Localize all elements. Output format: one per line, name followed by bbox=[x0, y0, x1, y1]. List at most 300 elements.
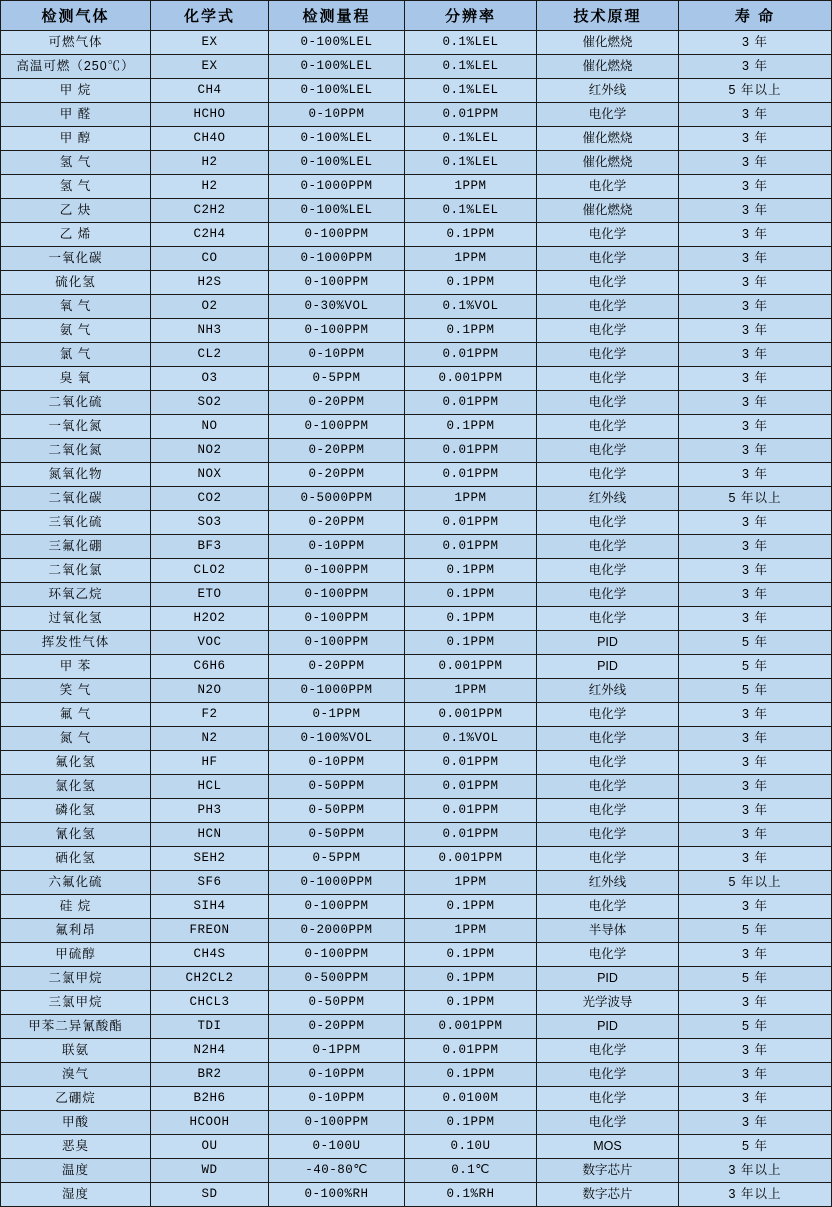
cell-principle: 电化学 bbox=[537, 1111, 679, 1135]
cell-formula: HCL bbox=[151, 775, 269, 799]
cell-range: 0-100U bbox=[269, 1135, 405, 1159]
cell-range: 0-10PPM bbox=[269, 535, 405, 559]
cell-lifetime: 5 年 bbox=[679, 919, 832, 943]
cell-gas-name: 联氨 bbox=[1, 1039, 151, 1063]
cell-range: 0-20PPM bbox=[269, 655, 405, 679]
table-row bbox=[1, 751, 832, 775]
cell-formula: NOX bbox=[151, 463, 269, 487]
cell-formula: EX bbox=[151, 55, 269, 79]
cell-resolution: 0.1PPM bbox=[405, 895, 537, 919]
cell-formula: C2H2 bbox=[151, 199, 269, 223]
table-row bbox=[1, 175, 832, 199]
table-row bbox=[1, 1063, 832, 1087]
table-row bbox=[1, 799, 832, 823]
cell-lifetime: 3 年 bbox=[679, 943, 832, 967]
cell-range: 0-100PPM bbox=[269, 319, 405, 343]
cell-range: 0-5000PPM bbox=[269, 487, 405, 511]
cell-formula: HCOOH bbox=[151, 1111, 269, 1135]
cell-resolution: 0.1%LEL bbox=[405, 31, 537, 55]
cell-range: 0-10PPM bbox=[269, 1087, 405, 1111]
cell-principle: 电化学 bbox=[537, 559, 679, 583]
table-row bbox=[1, 847, 832, 871]
column-header-lifetime: 寿 命 bbox=[679, 1, 832, 31]
table-row bbox=[1, 1039, 832, 1063]
table-row bbox=[1, 919, 832, 943]
cell-principle: PID bbox=[537, 631, 679, 655]
cell-formula: H2O2 bbox=[151, 607, 269, 631]
cell-resolution: 0.1%LEL bbox=[405, 127, 537, 151]
table-header-row bbox=[1, 1, 832, 31]
cell-gas-name: 过氧化氢 bbox=[1, 607, 151, 631]
cell-formula: CHCL3 bbox=[151, 991, 269, 1015]
cell-principle: 催化燃烧 bbox=[537, 127, 679, 151]
cell-resolution: 0.1%RH bbox=[405, 1183, 537, 1207]
cell-lifetime: 3 年 bbox=[679, 535, 832, 559]
cell-principle: 电化学 bbox=[537, 943, 679, 967]
table-row bbox=[1, 727, 832, 751]
cell-gas-name: 二氧化碳 bbox=[1, 487, 151, 511]
table-row bbox=[1, 415, 832, 439]
cell-principle: PID bbox=[537, 1015, 679, 1039]
cell-range: 0-20PPM bbox=[269, 463, 405, 487]
cell-lifetime: 3 年 bbox=[679, 103, 832, 127]
cell-range: 0-10PPM bbox=[269, 1063, 405, 1087]
cell-gas-name: 臭 氧 bbox=[1, 367, 151, 391]
cell-gas-name: 一氧化氮 bbox=[1, 415, 151, 439]
cell-resolution: 0.1PPM bbox=[405, 991, 537, 1015]
cell-resolution: 0.1%LEL bbox=[405, 55, 537, 79]
cell-resolution: 0.01PPM bbox=[405, 1039, 537, 1063]
cell-resolution: 0.1PPM bbox=[405, 583, 537, 607]
cell-range: 0-100PPM bbox=[269, 631, 405, 655]
cell-gas-name: 氧 气 bbox=[1, 295, 151, 319]
cell-range: 0-100%LEL bbox=[269, 199, 405, 223]
table-row bbox=[1, 343, 832, 367]
cell-resolution: 0.01PPM bbox=[405, 535, 537, 559]
cell-resolution: 0.001PPM bbox=[405, 703, 537, 727]
table-row bbox=[1, 127, 832, 151]
cell-gas-name: 二氯甲烷 bbox=[1, 967, 151, 991]
cell-formula: SD bbox=[151, 1183, 269, 1207]
column-header-range: 检测量程 bbox=[269, 1, 405, 31]
cell-formula: SEH2 bbox=[151, 847, 269, 871]
cell-range: 0-50PPM bbox=[269, 991, 405, 1015]
cell-gas-name: 硫化氢 bbox=[1, 271, 151, 295]
cell-formula: SF6 bbox=[151, 871, 269, 895]
table-row bbox=[1, 1159, 832, 1183]
table-row bbox=[1, 775, 832, 799]
cell-formula: C2H4 bbox=[151, 223, 269, 247]
cell-gas-name: 二氧化氮 bbox=[1, 439, 151, 463]
cell-resolution: 0.1PPM bbox=[405, 1063, 537, 1087]
cell-lifetime: 3 年 bbox=[679, 1039, 832, 1063]
cell-formula: H2 bbox=[151, 151, 269, 175]
table-row bbox=[1, 991, 832, 1015]
cell-lifetime: 3 年 bbox=[679, 1111, 832, 1135]
cell-lifetime: 3 年 bbox=[679, 727, 832, 751]
cell-range: 0-100PPM bbox=[269, 415, 405, 439]
table-row bbox=[1, 1111, 832, 1135]
cell-gas-name: 甲 苯 bbox=[1, 655, 151, 679]
cell-resolution: 0.1%LEL bbox=[405, 199, 537, 223]
cell-gas-name: 一氧化碳 bbox=[1, 247, 151, 271]
cell-gas-name: 氮 气 bbox=[1, 727, 151, 751]
table-row bbox=[1, 559, 832, 583]
cell-lifetime: 3 年 bbox=[679, 319, 832, 343]
cell-gas-name: 可燃气体 bbox=[1, 31, 151, 55]
cell-gas-name: 乙硼烷 bbox=[1, 1087, 151, 1111]
cell-lifetime: 3 年 bbox=[679, 799, 832, 823]
cell-lifetime: 3 年 bbox=[679, 607, 832, 631]
cell-resolution: 0.01PPM bbox=[405, 391, 537, 415]
cell-formula: NO2 bbox=[151, 439, 269, 463]
table-row bbox=[1, 55, 832, 79]
cell-principle: 催化燃烧 bbox=[537, 199, 679, 223]
cell-principle: 电化学 bbox=[537, 271, 679, 295]
cell-principle: 数字芯片 bbox=[537, 1183, 679, 1207]
cell-range: 0-2000PPM bbox=[269, 919, 405, 943]
cell-principle: 电化学 bbox=[537, 367, 679, 391]
cell-lifetime: 3 年 bbox=[679, 271, 832, 295]
cell-lifetime: 3 年 bbox=[679, 847, 832, 871]
cell-range: 0-100%LEL bbox=[269, 55, 405, 79]
cell-gas-name: 氯化氢 bbox=[1, 775, 151, 799]
column-header-gas-name: 检测气体 bbox=[1, 1, 151, 31]
table-row bbox=[1, 607, 832, 631]
table-row bbox=[1, 439, 832, 463]
cell-gas-name: 温度 bbox=[1, 1159, 151, 1183]
table-header bbox=[1, 1, 832, 31]
cell-formula: CO bbox=[151, 247, 269, 271]
table-row bbox=[1, 895, 832, 919]
cell-formula: HF bbox=[151, 751, 269, 775]
cell-formula: N2O bbox=[151, 679, 269, 703]
cell-principle: 电化学 bbox=[537, 223, 679, 247]
cell-principle: PID bbox=[537, 967, 679, 991]
cell-formula: OU bbox=[151, 1135, 269, 1159]
cell-range: 0-100PPM bbox=[269, 943, 405, 967]
table-row bbox=[1, 295, 832, 319]
table-row bbox=[1, 31, 832, 55]
table-row bbox=[1, 823, 832, 847]
cell-principle: 光学波导 bbox=[537, 991, 679, 1015]
cell-principle: 催化燃烧 bbox=[537, 55, 679, 79]
cell-principle: 电化学 bbox=[537, 319, 679, 343]
cell-lifetime: 3 年 bbox=[679, 463, 832, 487]
cell-range: 0-100%VOL bbox=[269, 727, 405, 751]
cell-range: 0-20PPM bbox=[269, 1015, 405, 1039]
column-header-formula: 化学式 bbox=[151, 1, 269, 31]
cell-range: 0-100%LEL bbox=[269, 79, 405, 103]
cell-principle: 催化燃烧 bbox=[537, 31, 679, 55]
cell-gas-name: 氢 气 bbox=[1, 175, 151, 199]
cell-gas-name: 氯 气 bbox=[1, 343, 151, 367]
cell-lifetime: 3 年以上 bbox=[679, 1159, 832, 1183]
cell-lifetime: 3 年 bbox=[679, 247, 832, 271]
cell-formula: ETO bbox=[151, 583, 269, 607]
cell-range: 0-20PPM bbox=[269, 439, 405, 463]
cell-gas-name: 氟化氢 bbox=[1, 751, 151, 775]
cell-range: 0-20PPM bbox=[269, 391, 405, 415]
cell-formula: CH4S bbox=[151, 943, 269, 967]
cell-gas-name: 三氯甲烷 bbox=[1, 991, 151, 1015]
cell-resolution: 1PPM bbox=[405, 487, 537, 511]
cell-gas-name: 三氟化硼 bbox=[1, 535, 151, 559]
cell-lifetime: 3 年 bbox=[679, 31, 832, 55]
cell-resolution: 0.10U bbox=[405, 1135, 537, 1159]
cell-resolution: 0.01PPM bbox=[405, 775, 537, 799]
table-row bbox=[1, 79, 832, 103]
cell-resolution: 0.01PPM bbox=[405, 751, 537, 775]
cell-lifetime: 5 年 bbox=[679, 631, 832, 655]
cell-lifetime: 5 年 bbox=[679, 967, 832, 991]
cell-principle: 电化学 bbox=[537, 1063, 679, 1087]
table-row bbox=[1, 463, 832, 487]
table-row bbox=[1, 1087, 832, 1111]
cell-lifetime: 5 年 bbox=[679, 679, 832, 703]
cell-formula: HCN bbox=[151, 823, 269, 847]
cell-lifetime: 3 年 bbox=[679, 511, 832, 535]
cell-lifetime: 5 年 bbox=[679, 655, 832, 679]
cell-lifetime: 3 年 bbox=[679, 295, 832, 319]
cell-resolution: 1PPM bbox=[405, 871, 537, 895]
cell-lifetime: 3 年以上 bbox=[679, 1183, 832, 1207]
cell-resolution: 0.01PPM bbox=[405, 511, 537, 535]
cell-principle: 红外线 bbox=[537, 679, 679, 703]
cell-principle: 电化学 bbox=[537, 103, 679, 127]
cell-resolution: 0.1%VOL bbox=[405, 295, 537, 319]
table-row bbox=[1, 247, 832, 271]
cell-resolution: 0.1PPM bbox=[405, 943, 537, 967]
cell-principle: 电化学 bbox=[537, 295, 679, 319]
cell-resolution: 0.001PPM bbox=[405, 847, 537, 871]
table-row bbox=[1, 103, 832, 127]
cell-lifetime: 5 年 bbox=[679, 1015, 832, 1039]
cell-gas-name: 氨 气 bbox=[1, 319, 151, 343]
cell-gas-name: 六氟化硫 bbox=[1, 871, 151, 895]
cell-range: 0-50PPM bbox=[269, 799, 405, 823]
cell-resolution: 0.01PPM bbox=[405, 343, 537, 367]
table-row bbox=[1, 511, 832, 535]
cell-principle: 电化学 bbox=[537, 175, 679, 199]
table-row bbox=[1, 319, 832, 343]
cell-range: 0-100%LEL bbox=[269, 127, 405, 151]
cell-range: 0-50PPM bbox=[269, 823, 405, 847]
cell-gas-name: 氮氧化物 bbox=[1, 463, 151, 487]
cell-range: 0-100PPM bbox=[269, 1111, 405, 1135]
cell-range: 0-100PPM bbox=[269, 223, 405, 247]
cell-principle: 电化学 bbox=[537, 799, 679, 823]
cell-resolution: 0.1PPM bbox=[405, 223, 537, 247]
cell-lifetime: 3 年 bbox=[679, 343, 832, 367]
cell-resolution: 1PPM bbox=[405, 919, 537, 943]
cell-principle: 红外线 bbox=[537, 79, 679, 103]
cell-lifetime: 5 年以上 bbox=[679, 487, 832, 511]
cell-resolution: 0.1℃ bbox=[405, 1159, 537, 1183]
table-row bbox=[1, 223, 832, 247]
cell-resolution: 0.1PPM bbox=[405, 415, 537, 439]
cell-formula: EX bbox=[151, 31, 269, 55]
cell-range: 0-100PPM bbox=[269, 271, 405, 295]
cell-resolution: 0.1PPM bbox=[405, 607, 537, 631]
cell-principle: 电化学 bbox=[537, 247, 679, 271]
cell-principle: 电化学 bbox=[537, 703, 679, 727]
cell-range: 0-100PPM bbox=[269, 559, 405, 583]
cell-principle: 电化学 bbox=[537, 847, 679, 871]
cell-formula: TDI bbox=[151, 1015, 269, 1039]
cell-formula: NO bbox=[151, 415, 269, 439]
cell-lifetime: 3 年 bbox=[679, 151, 832, 175]
cell-gas-name: 硅 烷 bbox=[1, 895, 151, 919]
cell-formula: CL2 bbox=[151, 343, 269, 367]
cell-principle: PID bbox=[537, 655, 679, 679]
cell-principle: 电化学 bbox=[537, 583, 679, 607]
column-header-resolution: 分辨率 bbox=[405, 1, 537, 31]
cell-formula: SO3 bbox=[151, 511, 269, 535]
cell-resolution: 0.001PPM bbox=[405, 367, 537, 391]
cell-lifetime: 3 年 bbox=[679, 415, 832, 439]
table-row bbox=[1, 967, 832, 991]
cell-range: 0-100PPM bbox=[269, 607, 405, 631]
cell-resolution: 0.1%LEL bbox=[405, 151, 537, 175]
table-row bbox=[1, 631, 832, 655]
cell-gas-name: 甲硫醇 bbox=[1, 943, 151, 967]
cell-lifetime: 3 年 bbox=[679, 991, 832, 1015]
table-row bbox=[1, 871, 832, 895]
cell-principle: 电化学 bbox=[537, 1087, 679, 1111]
cell-lifetime: 3 年 bbox=[679, 775, 832, 799]
cell-gas-name: 甲 醛 bbox=[1, 103, 151, 127]
cell-lifetime: 3 年 bbox=[679, 175, 832, 199]
table-row bbox=[1, 1015, 832, 1039]
cell-principle: 电化学 bbox=[537, 463, 679, 487]
cell-gas-name: 湿度 bbox=[1, 1183, 151, 1207]
cell-range: 0-500PPM bbox=[269, 967, 405, 991]
cell-resolution: 0.1PPM bbox=[405, 967, 537, 991]
table-row bbox=[1, 487, 832, 511]
cell-principle: 电化学 bbox=[537, 391, 679, 415]
cell-range: 0-1000PPM bbox=[269, 871, 405, 895]
table-row bbox=[1, 679, 832, 703]
cell-principle: 电化学 bbox=[537, 895, 679, 919]
cell-gas-name: 甲 烷 bbox=[1, 79, 151, 103]
cell-resolution: 0.1PPM bbox=[405, 319, 537, 343]
cell-lifetime: 3 年 bbox=[679, 703, 832, 727]
cell-lifetime: 3 年 bbox=[679, 127, 832, 151]
cell-principle: 电化学 bbox=[537, 727, 679, 751]
cell-gas-name: 溴气 bbox=[1, 1063, 151, 1087]
table-row bbox=[1, 271, 832, 295]
table-row bbox=[1, 943, 832, 967]
cell-lifetime: 3 年 bbox=[679, 55, 832, 79]
cell-formula: O3 bbox=[151, 367, 269, 391]
table-row bbox=[1, 655, 832, 679]
cell-formula: PH3 bbox=[151, 799, 269, 823]
cell-principle: 电化学 bbox=[537, 439, 679, 463]
cell-range: 0-100%LEL bbox=[269, 151, 405, 175]
cell-gas-name: 二氧化氯 bbox=[1, 559, 151, 583]
cell-formula: BF3 bbox=[151, 535, 269, 559]
cell-formula: C6H6 bbox=[151, 655, 269, 679]
cell-gas-name: 二氧化硫 bbox=[1, 391, 151, 415]
cell-formula: FREON bbox=[151, 919, 269, 943]
cell-range: 0-1PPM bbox=[269, 703, 405, 727]
table-row bbox=[1, 391, 832, 415]
table-body bbox=[1, 31, 832, 1207]
cell-resolution: 0.1PPM bbox=[405, 631, 537, 655]
cell-resolution: 0.1PPM bbox=[405, 271, 537, 295]
cell-lifetime: 3 年 bbox=[679, 895, 832, 919]
cell-lifetime: 3 年 bbox=[679, 391, 832, 415]
cell-gas-name: 氢 气 bbox=[1, 151, 151, 175]
cell-range: 0-20PPM bbox=[269, 511, 405, 535]
cell-range: 0-5PPM bbox=[269, 847, 405, 871]
table-row bbox=[1, 151, 832, 175]
cell-gas-name: 恶臭 bbox=[1, 1135, 151, 1159]
cell-gas-name: 笑 气 bbox=[1, 679, 151, 703]
cell-lifetime: 5 年以上 bbox=[679, 79, 832, 103]
cell-resolution: 0.01PPM bbox=[405, 439, 537, 463]
cell-formula: BR2 bbox=[151, 1063, 269, 1087]
cell-principle: 电化学 bbox=[537, 751, 679, 775]
cell-lifetime: 3 年 bbox=[679, 751, 832, 775]
cell-lifetime: 5 年以上 bbox=[679, 871, 832, 895]
cell-gas-name: 挥发性气体 bbox=[1, 631, 151, 655]
cell-gas-name: 氟利昂 bbox=[1, 919, 151, 943]
cell-resolution: 1PPM bbox=[405, 175, 537, 199]
cell-lifetime: 3 年 bbox=[679, 559, 832, 583]
cell-resolution: 0.01PPM bbox=[405, 463, 537, 487]
table-row bbox=[1, 199, 832, 223]
cell-lifetime: 3 年 bbox=[679, 823, 832, 847]
cell-lifetime: 3 年 bbox=[679, 583, 832, 607]
cell-principle: 数字芯片 bbox=[537, 1159, 679, 1183]
cell-range: 0-10PPM bbox=[269, 103, 405, 127]
cell-resolution: 1PPM bbox=[405, 679, 537, 703]
cell-principle: 电化学 bbox=[537, 415, 679, 439]
cell-formula: H2 bbox=[151, 175, 269, 199]
cell-range: 0-1000PPM bbox=[269, 175, 405, 199]
table-row bbox=[1, 1183, 832, 1207]
cell-resolution: 0.001PPM bbox=[405, 655, 537, 679]
column-header-principle: 技术原理 bbox=[537, 1, 679, 31]
cell-range: -40-80℃ bbox=[269, 1159, 405, 1183]
cell-principle: 电化学 bbox=[537, 535, 679, 559]
cell-lifetime: 3 年 bbox=[679, 199, 832, 223]
cell-range: 0-30%VOL bbox=[269, 295, 405, 319]
cell-range: 0-100%RH bbox=[269, 1183, 405, 1207]
cell-formula: H2S bbox=[151, 271, 269, 295]
cell-resolution: 0.01PPM bbox=[405, 103, 537, 127]
cell-range: 0-5PPM bbox=[269, 367, 405, 391]
cell-principle: MOS bbox=[537, 1135, 679, 1159]
cell-principle: 电化学 bbox=[537, 511, 679, 535]
cell-formula: CH4O bbox=[151, 127, 269, 151]
cell-gas-name: 乙 烯 bbox=[1, 223, 151, 247]
cell-resolution: 0.1%VOL bbox=[405, 727, 537, 751]
cell-formula: SO2 bbox=[151, 391, 269, 415]
cell-lifetime: 5 年 bbox=[679, 1135, 832, 1159]
table-row bbox=[1, 1135, 832, 1159]
cell-resolution: 0.1%LEL bbox=[405, 79, 537, 103]
cell-range: 0-10PPM bbox=[269, 343, 405, 367]
cell-principle: 红外线 bbox=[537, 871, 679, 895]
cell-resolution: 0.1PPM bbox=[405, 559, 537, 583]
cell-lifetime: 3 年 bbox=[679, 223, 832, 247]
cell-gas-name: 氟 气 bbox=[1, 703, 151, 727]
cell-gas-name: 氰化氢 bbox=[1, 823, 151, 847]
cell-lifetime: 3 年 bbox=[679, 367, 832, 391]
